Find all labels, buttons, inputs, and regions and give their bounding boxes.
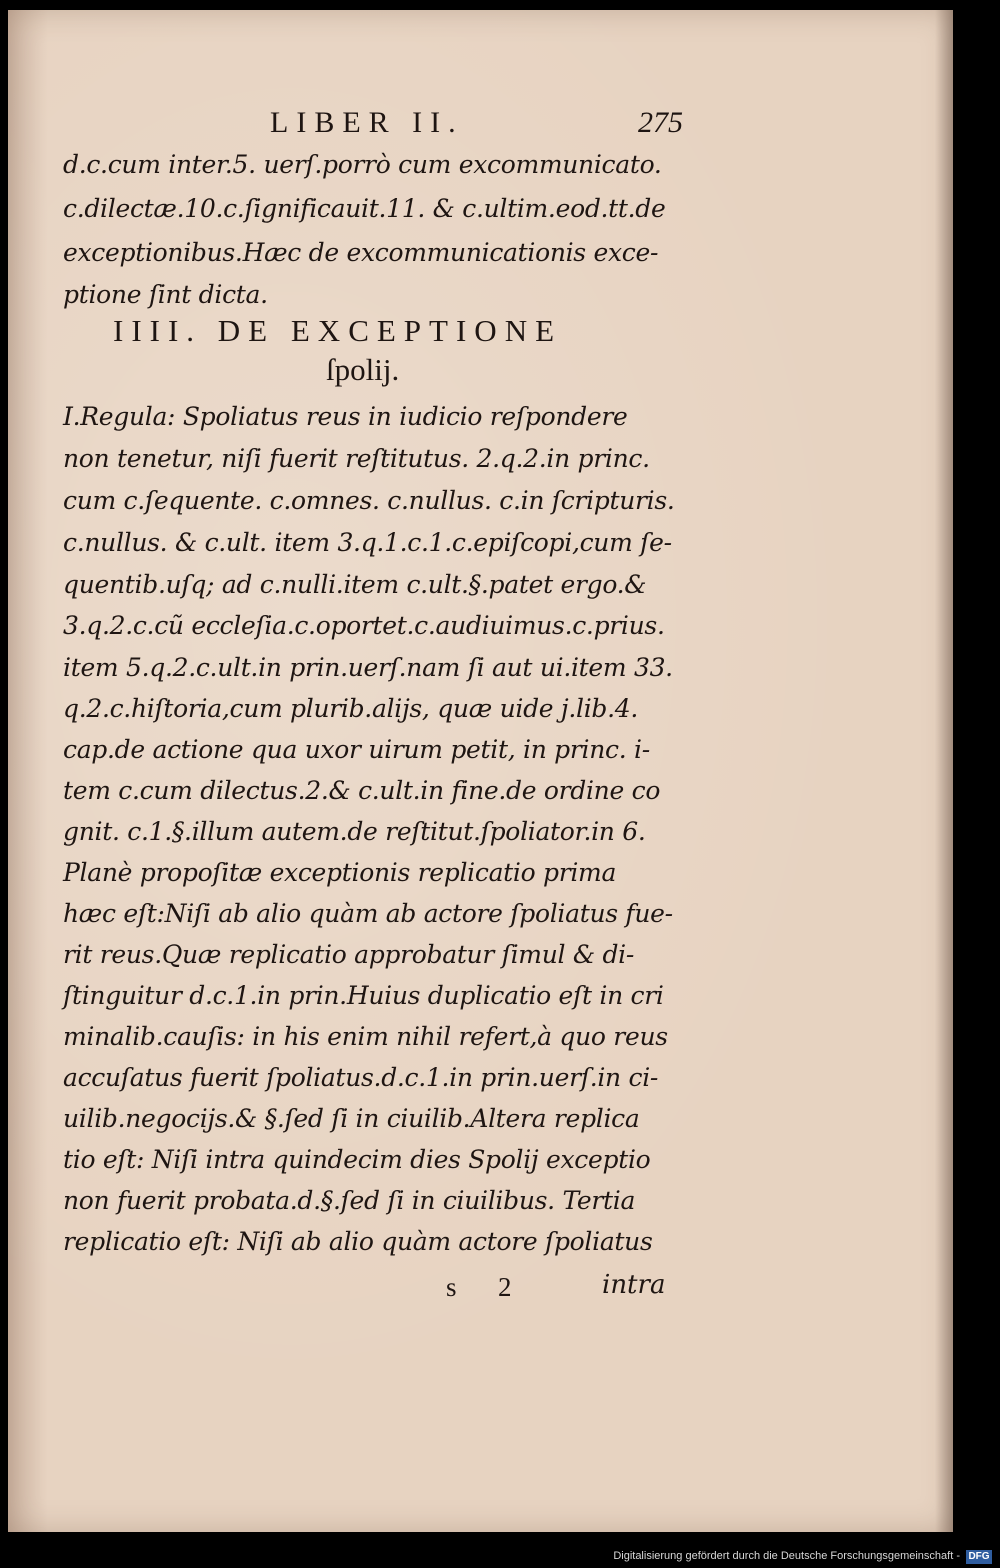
text-line: rit reus.Quæ replicatio approbatur ſimul & di- bbox=[63, 940, 635, 969]
text-line: cum c.ſequente. c.omnes. c.nullus. c.in ſcripturis. bbox=[63, 486, 675, 515]
page-number: 275 bbox=[638, 106, 683, 139]
text-line: I.Regula: Spoliatus reus in iudicio reſpondere bbox=[63, 402, 628, 431]
text-line: quentib.uſq; ad c.nulli.item c.ult.§.patet ergo.& bbox=[63, 570, 647, 599]
text-line: exceptionibus.Hæc de excommunicationis exce- bbox=[63, 238, 659, 267]
book-page bbox=[8, 10, 953, 1532]
text-line: replicatio eſt: Niſi ab alio quàm actore ſpoliatus bbox=[63, 1227, 653, 1256]
text-line: gnit. c.1.§.illum autem.de reſtitut.ſpoliator.in 6. bbox=[63, 817, 646, 846]
text-line: accuſatus fuerit ſpoliatus.d.c.1.in prin.uerſ.in ci- bbox=[63, 1063, 659, 1092]
signature-mark-number: 2 bbox=[498, 1272, 512, 1302]
catchword: intra bbox=[602, 1270, 666, 1300]
text-line: tem c.cum dilectus.2.& c.ult.in fine.de ordine co bbox=[63, 776, 661, 805]
section-subheading: ſpolij. bbox=[326, 352, 400, 387]
text-line: non tenetur, niſi fuerit reſtitutus. 2.q.2.in princ. bbox=[63, 444, 650, 473]
text-line: c.dilectæ.10.c.ſignificauit.11. & c.ultim.eod.tt.de bbox=[63, 194, 666, 223]
text-line: d.c.cum inter.5. uerſ.porrò cum excommunicato. bbox=[63, 150, 662, 179]
text-line: tio eſt: Niſi intra quindecim dies Spolij exceptio bbox=[63, 1145, 651, 1174]
text-line: non fuerit probata.d.§.ſed ſi in ciuilibus. Tertia bbox=[63, 1186, 636, 1215]
text-line: hæc eſt:Niſi ab alio quàm ab actore ſpoliatus fue- bbox=[63, 899, 673, 928]
signature-mark-letter: s bbox=[446, 1272, 457, 1302]
text-line: item 5.q.2.c.ult.in prin.uerſ.nam ſi aut ui.item 33. bbox=[63, 653, 673, 682]
text-line: ſtinguitur d.c.1.in prin.Huius duplicatio eſt in cri bbox=[63, 981, 664, 1010]
text-line: ptione ſint dicta. bbox=[63, 280, 268, 309]
text-line: q.2.c.hiſtoria,cum plurib.alijs, quæ uide j.lib.4. bbox=[63, 694, 639, 723]
text-line: c.nullus. & c.ult. item 3.q.1.c.1.c.epiſcopi,cum ſe- bbox=[63, 528, 672, 557]
text-line: uilib.negocijs.& §.ſed ſi in ciuilib.Altera replica bbox=[63, 1104, 640, 1133]
text-line: minalib.cauſis: in his enim nihil refert,à quo reus bbox=[63, 1022, 668, 1051]
text-line: Planè propoſitæ exceptionis replicatio prima bbox=[63, 858, 617, 887]
digitization-credit: Digitalisierung gefördert durch die Deutsche Forschungsgemeinschaft - bbox=[613, 1550, 960, 1562]
text-line: 3.q.2.c.cũ eccleſia.c.oportet.c.audiuimus.c.prius. bbox=[63, 611, 665, 640]
running-header: LIBER II. bbox=[270, 106, 464, 139]
dfg-logo: DFG bbox=[966, 1550, 992, 1564]
text-line: cap.de actione qua uxor uirum petit, in princ. i- bbox=[63, 735, 650, 764]
section-heading: IIII. DE EXCEPTIONE bbox=[113, 313, 563, 348]
